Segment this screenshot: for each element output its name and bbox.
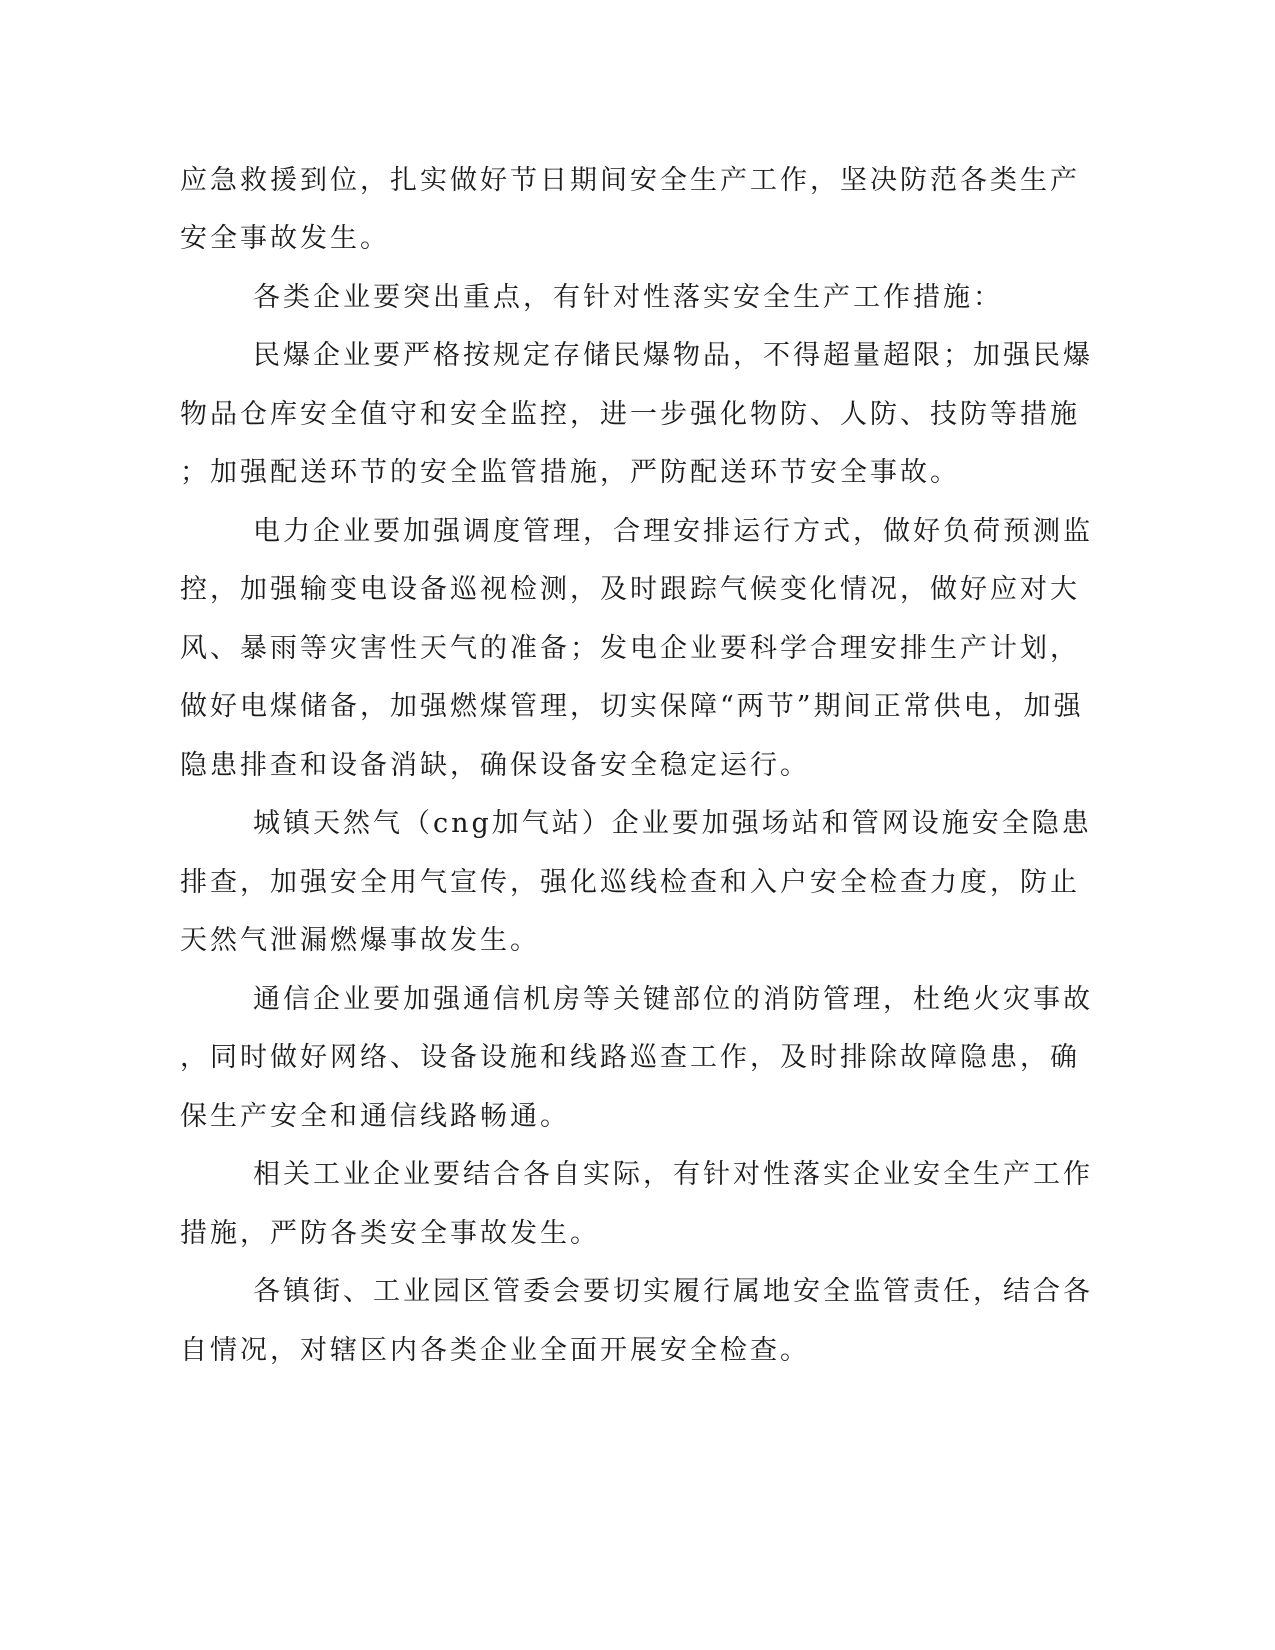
text-line: 控，加强输变电设备巡视检测，及时跟踪气候变化情况，做好应对大 bbox=[180, 574, 1080, 605]
text-line: 隐患排查和设备消缺，确保设备安全稳定运行。 bbox=[180, 750, 810, 781]
text-line: 相关工业企业要结合各自实际，有针对性落实企业安全生产工作 bbox=[253, 1159, 1093, 1190]
text-line: 应急救援到位，扎实做好节日期间安全生产工作，坚决防范各类生产 bbox=[180, 165, 1080, 196]
text-line: 各类企业要突出重点，有针对性落实安全生产工作措施： bbox=[253, 282, 1003, 313]
text-line: 物品仓库安全值守和安全监控，进一步强化物防、人防、技防等措施 bbox=[180, 399, 1080, 430]
text-line: 电力企业要加强调度管理，合理安排运行方式，做好负荷预测监 bbox=[253, 516, 1093, 547]
text-line: 各镇街、工业园区管委会要切实履行属地安全监管责任，结合各 bbox=[253, 1276, 1093, 1307]
text-line: 风、暴雨等灾害性天气的准备；发电企业要科学合理安排生产计划， bbox=[180, 633, 1080, 664]
text-line: 天然气泄漏燃爆事故发生。 bbox=[180, 925, 540, 956]
text-line: 通信企业要加强通信机房等关键部位的消防管理，杜绝火灾事故 bbox=[253, 984, 1093, 1015]
text-line: 措施，严防各类安全事故发生。 bbox=[180, 1218, 600, 1249]
text-line: 保生产安全和通信线路畅通。 bbox=[180, 1101, 570, 1132]
text-line: ；加强配送环节的安全监管措施，严防配送环节安全事故。 bbox=[180, 457, 960, 488]
text-line: 自情况，对辖区内各类企业全面开展安全检查。 bbox=[180, 1335, 810, 1366]
text-line: 做好电煤储备，加强燃煤管理，切实保障“两节”期间正常供电，加强 bbox=[180, 691, 1084, 722]
text-line: ，同时做好网络、设备设施和线路巡查工作，及时排除故障隐患，确 bbox=[180, 1042, 1080, 1073]
text-line: 安全事故发生。 bbox=[180, 223, 390, 254]
text-line: 排查，加强安全用气宣传，强化巡线检查和入户安全检查力度，防止 bbox=[180, 867, 1080, 898]
text-line: 城镇天然气（cng加气站）企业要加强场站和管网设施安全隐患 bbox=[253, 808, 1092, 839]
text-line: 民爆企业要严格按规定存储民爆物品，不得超量超限；加强民爆 bbox=[253, 340, 1093, 371]
